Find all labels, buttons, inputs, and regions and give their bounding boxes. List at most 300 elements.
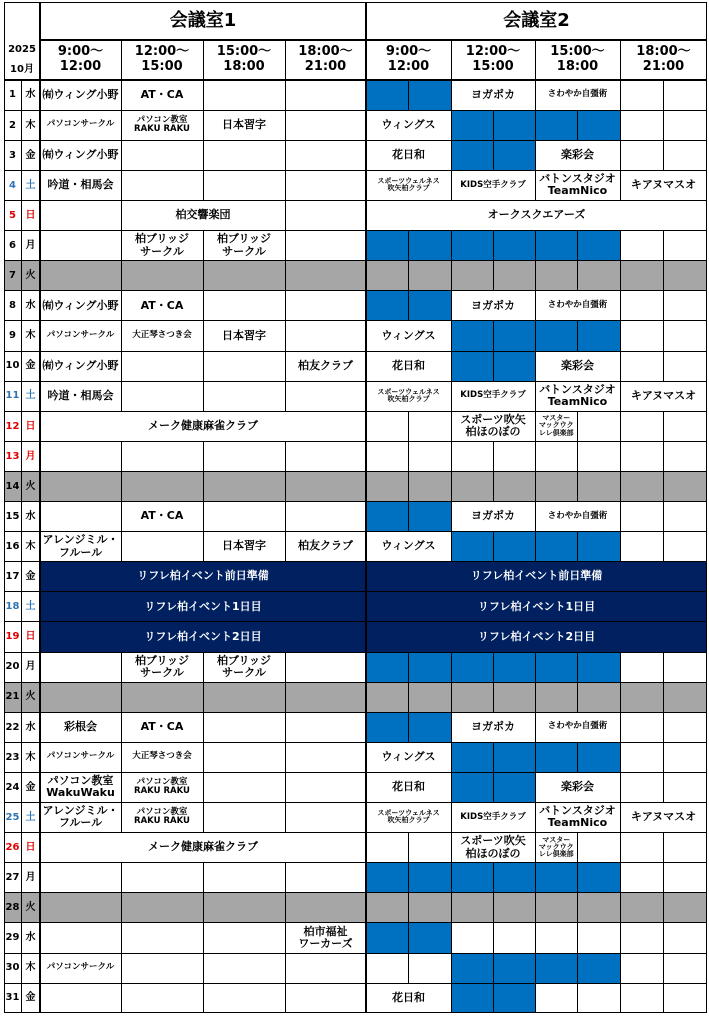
grid-line: [4, 983, 707, 984]
weekday: 土: [25, 601, 36, 613]
grid-line: [535, 833, 536, 863]
grid-line: [663, 110, 664, 140]
day-number: 29: [5, 932, 20, 944]
grid-line: [577, 261, 578, 291]
grid-line: [365, 652, 367, 682]
grid-line: [39, 411, 41, 441]
booking-cell: KIDS空手クラブ: [460, 179, 526, 190]
grid-line: [620, 471, 621, 501]
grid-line: [39, 170, 41, 200]
grid-line: [121, 682, 122, 712]
weekday: 日: [25, 631, 36, 643]
booking-cell: 柏ブリッジ サークル: [134, 232, 190, 258]
booking-cell: スポーツウェルネス 吹矢柏クラブ: [377, 177, 440, 193]
grid-line: [493, 231, 494, 261]
time-slot-header: 9:00～ 12:00: [385, 44, 432, 74]
grid-line: [4, 652, 707, 653]
grid-line: [451, 893, 452, 923]
grid-line: [493, 772, 494, 802]
weekday: 月: [25, 661, 36, 673]
grid-line: [365, 983, 367, 1013]
booking-cell: ㈲ウィング小野: [42, 298, 119, 312]
grid-line: [365, 2, 367, 80]
booking-cell: パソコンサークル: [46, 330, 115, 341]
grid-line: [493, 321, 494, 351]
grid-line: [620, 381, 621, 411]
booking-cell: ヨガポカ: [471, 509, 515, 523]
grid-line: [620, 140, 621, 170]
grid-line: [535, 802, 536, 832]
grid-line: [285, 291, 286, 321]
grid-line: [365, 231, 367, 261]
grid-line: [535, 712, 536, 742]
grid-line: [451, 80, 452, 110]
grid-line: [535, 983, 536, 1013]
grid-line: [203, 501, 204, 531]
grid-line: [408, 501, 409, 531]
booking-cell: ヨガポカ: [471, 87, 515, 101]
booking-cell: 花日和: [392, 148, 425, 162]
grid-line: [365, 291, 367, 321]
day-number: 10: [5, 360, 20, 372]
grid-line: [535, 863, 536, 893]
weekday: 木: [25, 540, 36, 552]
event-room1: リフレ柏イベント2日目: [40, 622, 366, 652]
grid-line: [365, 80, 367, 110]
grid-line: [451, 291, 452, 321]
grid-line: [285, 110, 286, 140]
grid-line: [535, 742, 536, 772]
grid-line: [39, 200, 41, 230]
grid-line: [203, 261, 204, 291]
grid-line: [4, 591, 707, 592]
year-label: 2025: [8, 44, 36, 56]
booking-cell: 大正琴さつき会: [132, 330, 192, 341]
booking-cell: 大正琴さつき会: [132, 751, 192, 762]
grid-line: [203, 532, 204, 562]
grid-line: [365, 471, 367, 501]
grid-line: [577, 742, 578, 772]
grid-line: [365, 351, 367, 381]
grid-line: [535, 953, 536, 983]
grid-line: [408, 411, 409, 441]
grid-line: [203, 140, 204, 170]
grid-line: [365, 712, 367, 742]
grid-line: [620, 863, 621, 893]
grid-line: [40, 39, 707, 40]
grid-line: [4, 922, 707, 923]
booking-cell: アレンジミル・ フルール: [42, 533, 119, 559]
grid-line: [285, 471, 286, 501]
grid-line: [663, 411, 664, 441]
grid-line: [451, 381, 452, 411]
grid-line: [203, 40, 204, 80]
grid-line: [285, 893, 286, 923]
booking-cell: 日本習字: [222, 117, 266, 131]
grid-line: [4, 411, 707, 412]
booking-cell: 日本習字: [222, 328, 266, 342]
grid-line: [39, 501, 41, 531]
weekday: 火: [25, 480, 36, 492]
grid-line: [365, 140, 367, 170]
grid-line: [493, 923, 494, 953]
grid-line: [577, 893, 578, 923]
grid-line: [663, 231, 664, 261]
grid-line: [285, 200, 286, 230]
booking-cell: ヨガポカ: [471, 298, 515, 312]
grid-line: [663, 923, 664, 953]
booking-cell: キアヌマスオ: [630, 388, 697, 402]
grid-line: [451, 261, 452, 291]
time-slot-header: 9:00～ 12:00: [57, 44, 104, 74]
grid-line: [493, 140, 494, 170]
grid-line: [663, 682, 664, 712]
grid-line: [493, 110, 494, 140]
grid-line: [663, 652, 664, 682]
grid-line: [408, 261, 409, 291]
grid-line: [493, 471, 494, 501]
booking-cell: 花日和: [392, 990, 425, 1004]
booking-cell: 楽彩会: [561, 148, 594, 162]
room2-title: 会議室2: [503, 9, 570, 31]
grid-line: [535, 40, 536, 80]
day-number: 3: [9, 149, 16, 161]
grid-line: [663, 261, 664, 291]
grid-line: [203, 471, 204, 501]
booking-cell: KIDS空手クラブ: [460, 811, 526, 822]
day-number: 14: [5, 480, 20, 492]
grid-line: [365, 592, 367, 622]
booking-cell: キアヌマスオ: [630, 178, 697, 192]
grid-line: [203, 772, 204, 802]
grid-line: [4, 170, 707, 171]
booking-cell: パソコン教室 RAKU RAKU: [134, 114, 190, 135]
grid-line: [285, 170, 286, 200]
grid-line: [39, 953, 41, 983]
grid-line: [620, 80, 621, 110]
grid-line: [39, 682, 41, 712]
day-number: 11: [5, 390, 20, 402]
day-number: 20: [5, 661, 20, 673]
grid-line: [203, 893, 204, 923]
grid-line: [203, 802, 204, 832]
grid-line: [408, 893, 409, 923]
closed-row: [4, 682, 707, 712]
weekday: 金: [25, 149, 36, 161]
day-number: 19: [5, 631, 20, 643]
grid-line: [493, 863, 494, 893]
weekday: 土: [25, 390, 36, 402]
grid-line: [663, 742, 664, 772]
grid-line: [577, 321, 578, 351]
grid-line: [620, 712, 621, 742]
grid-line: [451, 682, 452, 712]
grid-line: [39, 772, 41, 802]
grid-line: [365, 622, 367, 652]
booking-cell: 柏友クラブ: [298, 358, 353, 372]
grid-line: [203, 863, 204, 893]
grid-line: [39, 321, 41, 351]
grid-line: [39, 652, 41, 682]
grid-line: [663, 953, 664, 983]
grid-line: [365, 833, 367, 863]
grid-line: [577, 833, 578, 863]
grid-line: [365, 501, 367, 531]
booking-cell: 花日和: [392, 780, 425, 794]
grid-line: [121, 40, 122, 80]
grid-line: [535, 351, 536, 381]
weekday: 水: [25, 300, 36, 312]
grid-line: [39, 622, 41, 652]
grid-line: [121, 351, 122, 381]
booking-cell: ㈲ウィング小野: [42, 87, 119, 101]
grid-line: [203, 321, 204, 351]
grid-line: [365, 923, 367, 953]
grid-line: [4, 621, 707, 622]
booking-cell: ウィングス: [381, 328, 436, 342]
grid-line: [451, 652, 452, 682]
grid-line: [620, 231, 621, 261]
grid-line: [39, 712, 41, 742]
grid-line: [663, 80, 664, 110]
grid-line: [365, 411, 367, 441]
event-room1: リフレ柏イベント1日目: [40, 592, 366, 622]
grid-line: [4, 953, 707, 954]
grid-line: [203, 231, 204, 261]
grid-line: [493, 983, 494, 1013]
day-number: 1: [9, 89, 16, 101]
grid-line: [451, 863, 452, 893]
booking-cell: 楽彩会: [561, 780, 594, 794]
grid-line: [4, 712, 707, 713]
grid-line: [535, 170, 536, 200]
grid-line: [577, 471, 578, 501]
grid-line: [365, 772, 367, 802]
grid-line: [39, 351, 41, 381]
booking-cell: ㈲ウィング小野: [42, 358, 119, 372]
day-number: 30: [5, 962, 20, 974]
grid-line: [121, 953, 122, 983]
time-slot-header: 18:00～ 21:00: [298, 44, 353, 74]
grid-line: [620, 772, 621, 802]
grid-line: [365, 562, 367, 592]
grid-line: [535, 471, 536, 501]
grid-line: [620, 261, 621, 291]
booking-cell: パソコンサークル: [46, 751, 115, 762]
grid-line: [408, 291, 409, 321]
event-room2: リフレ柏イベント2日目: [366, 622, 707, 652]
grid-line: [203, 110, 204, 140]
grid-line: [620, 441, 621, 471]
grid-line: [39, 140, 41, 170]
grid-line: [577, 441, 578, 471]
grid-line: [577, 923, 578, 953]
grid-line: [451, 471, 452, 501]
grid-line: [663, 321, 664, 351]
grid-line: [620, 351, 621, 381]
grid-line: [620, 742, 621, 772]
grid-line: [365, 441, 367, 471]
grid-line: [4, 471, 707, 472]
booking-cell: キアヌマスオ: [630, 810, 697, 824]
booking-cell: 楽彩会: [561, 358, 594, 372]
booking-cell: ウィングス: [381, 117, 436, 131]
grid-line: [663, 893, 664, 923]
grid-line: [4, 230, 707, 231]
grid-line: [39, 893, 41, 923]
grid-line: [535, 321, 536, 351]
grid-line: [535, 532, 536, 562]
grid-line: [121, 200, 122, 230]
grid-line: [493, 351, 494, 381]
grid-line: [4, 200, 707, 201]
grid-line: [285, 321, 286, 351]
grid-line: [121, 170, 122, 200]
grid-line: [451, 140, 452, 170]
grid-line: [451, 772, 452, 802]
booking-cell: AT・CA: [140, 509, 184, 523]
time-slot-header: 12:00～ 15:00: [134, 44, 190, 74]
grid-line: [121, 321, 122, 351]
booking-cell: 柏ブリッジ サークル: [216, 232, 272, 258]
day-number: 24: [5, 781, 20, 793]
grid-line: [39, 742, 41, 772]
grid-line: [493, 441, 494, 471]
grid-line: [493, 742, 494, 772]
weekday: 水: [25, 89, 36, 101]
grid-line: [39, 802, 41, 832]
grid-line: [203, 923, 204, 953]
grid-line: [121, 261, 122, 291]
day-number: 18: [5, 601, 20, 613]
time-slot-header: 18:00～ 21:00: [636, 44, 691, 74]
weekday: 日: [25, 420, 36, 432]
month-label: 10月: [10, 64, 34, 76]
grid-line: [285, 441, 286, 471]
grid-line: [365, 863, 367, 893]
grid-line: [39, 983, 41, 1013]
day-number: 4: [9, 179, 16, 191]
grid-line: [121, 802, 122, 832]
day-number: 7: [9, 270, 16, 282]
weekday: 木: [25, 330, 36, 342]
day-number: 5: [9, 209, 16, 221]
grid-line: [121, 291, 122, 321]
booking-cell: オークスクエアーズ: [487, 208, 586, 222]
event-room1: リフレ柏イベント前日準備: [40, 562, 366, 592]
grid-line: [203, 983, 204, 1013]
weekday: 日: [25, 841, 36, 853]
grid-line: [203, 381, 204, 411]
booking-cell: メーク健康麻雀クラブ: [148, 418, 258, 432]
weekday: 金: [25, 992, 36, 1004]
grid-line: [4, 260, 707, 261]
day-number: 23: [5, 751, 20, 763]
grid-line: [285, 231, 286, 261]
grid-line: [365, 953, 367, 983]
grid-line: [663, 140, 664, 170]
booking-cell: マスター マックウク レレ倶楽部: [538, 835, 574, 859]
booking-cell: スポーツ吹矢 柏ほのぼの: [460, 834, 526, 860]
closed-row: [4, 471, 707, 501]
grid-line: [121, 983, 122, 1013]
grid-line: [493, 893, 494, 923]
grid-line: [121, 893, 122, 923]
grid-line: [577, 532, 578, 562]
day-number: 2: [9, 119, 16, 131]
grid-line: [365, 170, 367, 200]
grid-line: [285, 140, 286, 170]
booking-cell: AT・CA: [140, 87, 184, 101]
grid-line: [620, 893, 621, 923]
grid-line: [121, 652, 122, 682]
grid-line: [121, 772, 122, 802]
grid-line: [663, 532, 664, 562]
grid-line: [493, 652, 494, 682]
day-number: 12: [5, 420, 20, 432]
grid-line: [663, 351, 664, 381]
grid-line: [620, 923, 621, 953]
grid-line: [577, 411, 578, 441]
grid-line: [203, 441, 204, 471]
booking-cell: 柏友クラブ: [298, 539, 353, 553]
grid-line: [39, 833, 41, 863]
grid-line: [365, 261, 367, 291]
day-number: 31: [5, 992, 20, 1004]
grid-line: [408, 833, 409, 863]
grid-line: [663, 471, 664, 501]
grid-line: [408, 80, 409, 110]
grid-line: [663, 983, 664, 1013]
grid-line: [285, 80, 286, 110]
weekday: 土: [25, 179, 36, 191]
weekday: 月: [25, 450, 36, 462]
grid-line: [493, 682, 494, 712]
grid-line: [39, 2, 41, 80]
grid-line: [620, 802, 621, 832]
grid-line: [620, 953, 621, 983]
grid-line: [451, 802, 452, 832]
grid-line: [620, 983, 621, 1013]
grid-line: [451, 170, 452, 200]
grid-line: [535, 80, 536, 110]
grid-line: [121, 742, 122, 772]
grid-line: [365, 893, 367, 923]
grid-line: [663, 501, 664, 531]
grid-line: [39, 592, 41, 622]
grid-line: [535, 261, 536, 291]
time-slot-header: 15:00～ 18:00: [216, 44, 272, 74]
grid-line: [408, 682, 409, 712]
booking-cell: ウィングス: [381, 539, 436, 553]
grid-line: [285, 863, 286, 893]
grid-line: [4, 682, 707, 683]
weekday: 日: [25, 209, 36, 221]
grid-line: [121, 140, 122, 170]
grid-line: [203, 682, 204, 712]
day-number: 16: [5, 540, 20, 552]
booking-cell: 日本習字: [222, 539, 266, 553]
day-number: 27: [5, 872, 20, 884]
grid-line: [620, 170, 621, 200]
grid-line: [620, 532, 621, 562]
grid-line: [203, 170, 204, 200]
grid-line: [577, 652, 578, 682]
grid-line: [620, 501, 621, 531]
grid-line: [535, 231, 536, 261]
grid-line: [285, 712, 286, 742]
grid-line: [39, 471, 41, 501]
